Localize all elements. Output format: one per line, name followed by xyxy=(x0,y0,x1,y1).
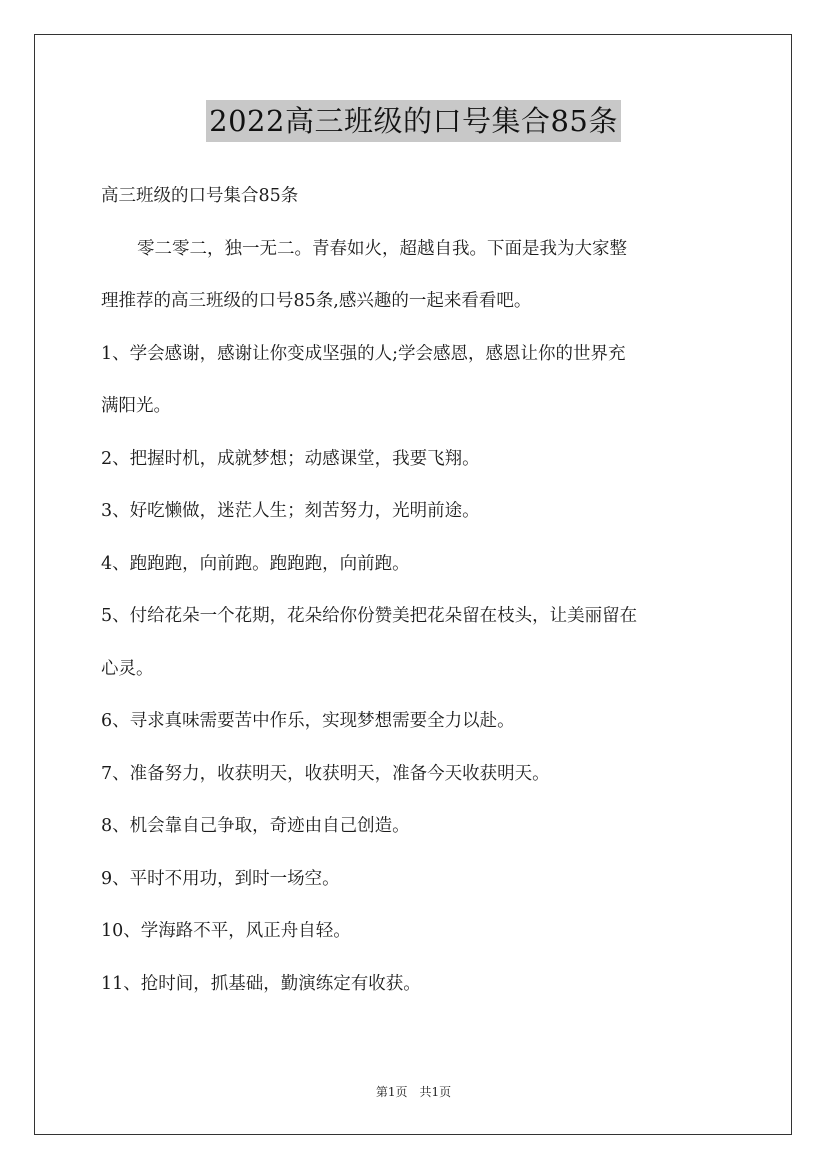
document-subtitle: 高三班级的口号集合85条 xyxy=(101,186,299,206)
list-item: 9、平时不用功，到时一场空。 xyxy=(101,868,340,889)
list-item: 11、抢时间，抓基础，勤演练定有收获。 xyxy=(101,973,421,994)
list-item: 4、跑跑跑，向前跑。跑跑跑，向前跑。 xyxy=(101,553,410,574)
list-item: 8、机会靠自己争取，奇迹由自己创造。 xyxy=(101,816,410,836)
intro-line: 理推荐的高三班级的口号85条,感兴趣的一起来看看吧。 xyxy=(101,291,532,311)
intro-line: 零二零二，独一无二。青春如火，超越自我。下面是我为大家整 xyxy=(137,238,627,259)
list-item: 满阳光。 xyxy=(101,396,171,416)
title-container xyxy=(0,100,827,142)
list-item: 6、寻求真味需要苦中作乐，实现梦想需要全力以赴。 xyxy=(101,711,515,731)
page-footer: 第1页 共1页 xyxy=(375,1085,452,1099)
list-item: 3、好吃懒做，迷茫人生；刻苦努力，光明前途。 xyxy=(101,501,480,521)
list-item: 心灵。 xyxy=(101,658,154,679)
document-body xyxy=(101,170,731,1010)
document-title: 2022高三班级的口号集合85条 xyxy=(206,100,621,142)
list-item: 5、付给花朵一个花期，花朵给你份赞美把花朵留在枝头，让美丽留在 xyxy=(101,606,638,626)
list-item: 7、准备努力，收获明天，收获明天，准备今天收获明天。 xyxy=(101,763,550,784)
list-item: 10、学海路不平，风正舟自轻。 xyxy=(101,921,351,941)
list-item: 2、把握时机，成就梦想；动感课堂，我要飞翔。 xyxy=(101,448,480,469)
list-item: 1、学会感谢，感谢让你变成坚强的人;学会感恩，感恩让你的世界充 xyxy=(101,343,626,364)
